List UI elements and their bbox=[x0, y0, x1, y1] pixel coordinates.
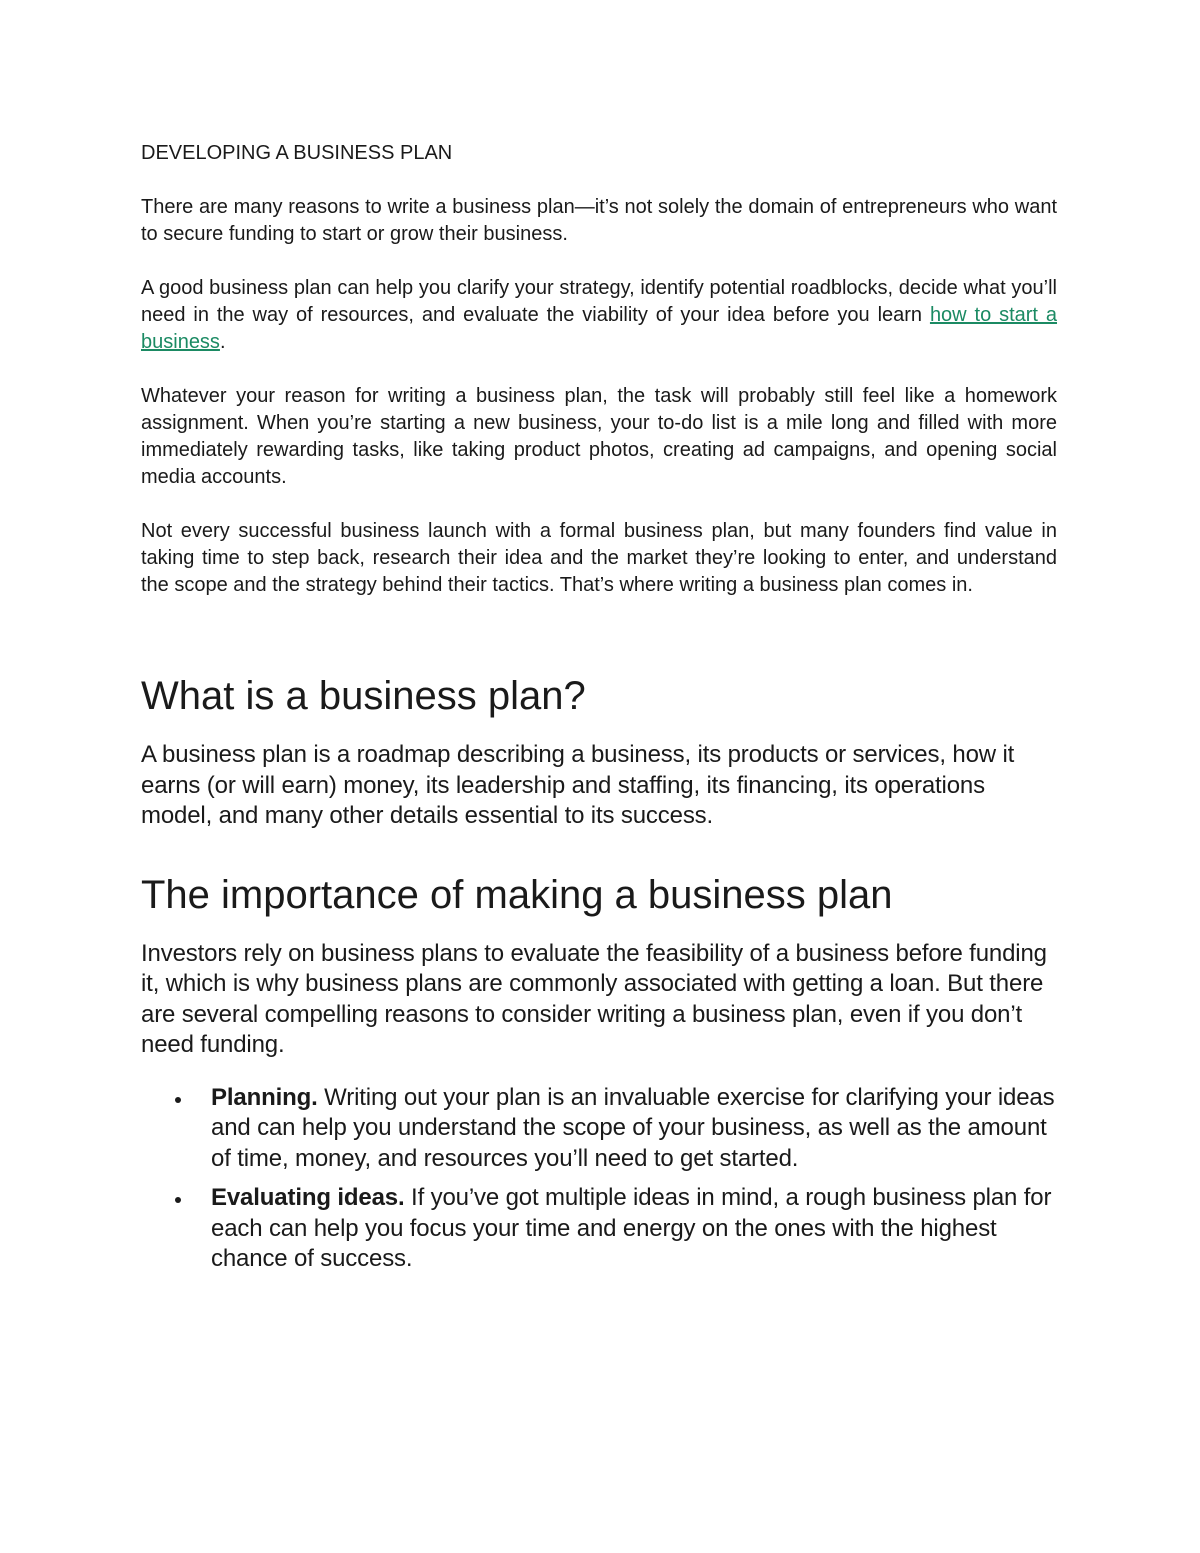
intro-paragraph-2-after: . bbox=[219, 331, 226, 353]
section-body-importance: Investors rely on business plans to evaluate the feasibility of a business before funding it, which is why business plans are commonly associated with getting a loan. But there are several compelling reasons to consider writing a business plan, even if you don’t need funding. bbox=[141, 939, 1047, 1058]
section-body-what-is: A business plan is a roadmap describing a business, its products or services, how it earns (or will earn) money, its leadership and staffing, its financing, its operations model, and many other details essential to its success. bbox=[141, 741, 1015, 829]
intro-paragraph-3: Whatever your reason for writing a business plan, the task will probably still feel like a homework assignment. When you’re starting a new business, your to-do list is a mile long and filled with more immediately rewarding tasks, like taking product photos, creating ad campaigns, and opening social media accounts. bbox=[141, 385, 1057, 488]
list-item bbox=[141, 1083, 1057, 1175]
list-item-text: Writing out your plan is an invaluable exercise for clarifying your ideas and can help you understand the scope of your business, as well as the amount of time, money, and resources you’ll need to get started. bbox=[211, 1083, 1055, 1172]
list-item-text: If you’ve got multiple ideas in mind, a rough business plan for each can help you focus your time and energy on the ones with the highest chance of success. bbox=[211, 1184, 1052, 1272]
list-item-term: Evaluating ideas. bbox=[211, 1184, 405, 1211]
list-item bbox=[141, 1183, 1057, 1275]
intro-paragraph-4: Not every successful business launch with a formal business plan, but many founders find value in taking time to step back, research their idea and the market they’re looking to enter, and understand the scope and the strategy behind their tactics. That’s where writing a business plan comes in. bbox=[141, 520, 1057, 596]
how-to-start-business-link[interactable]: how to start a business bbox=[141, 304, 1058, 353]
document-page bbox=[141, 140, 1057, 1284]
document-title: DEVELOPING A BUSINESS PLAN bbox=[141, 142, 453, 164]
intro-paragraph-1: There are many reasons to write a business plan—it’s not solely the domain of entrepreneurs who want to secure funding to start or grow their business. bbox=[141, 196, 1057, 245]
section-heading-importance: The importance of making a business plan bbox=[141, 872, 893, 917]
bullet-icon bbox=[175, 1097, 181, 1103]
bullet-icon bbox=[175, 1197, 181, 1203]
intro-paragraph-2 bbox=[141, 275, 1057, 356]
list-item-term: Planning. bbox=[211, 1083, 318, 1111]
reasons-list bbox=[141, 1083, 1057, 1275]
intro-paragraph-2-before: A good business plan can help you clarify your strategy, identify potential roadblocks, decide what you’ll need in the way of resources, and evaluate the viability of your idea before you learn bbox=[141, 277, 1057, 326]
section-heading-what-is: What is a business plan? bbox=[141, 674, 586, 718]
